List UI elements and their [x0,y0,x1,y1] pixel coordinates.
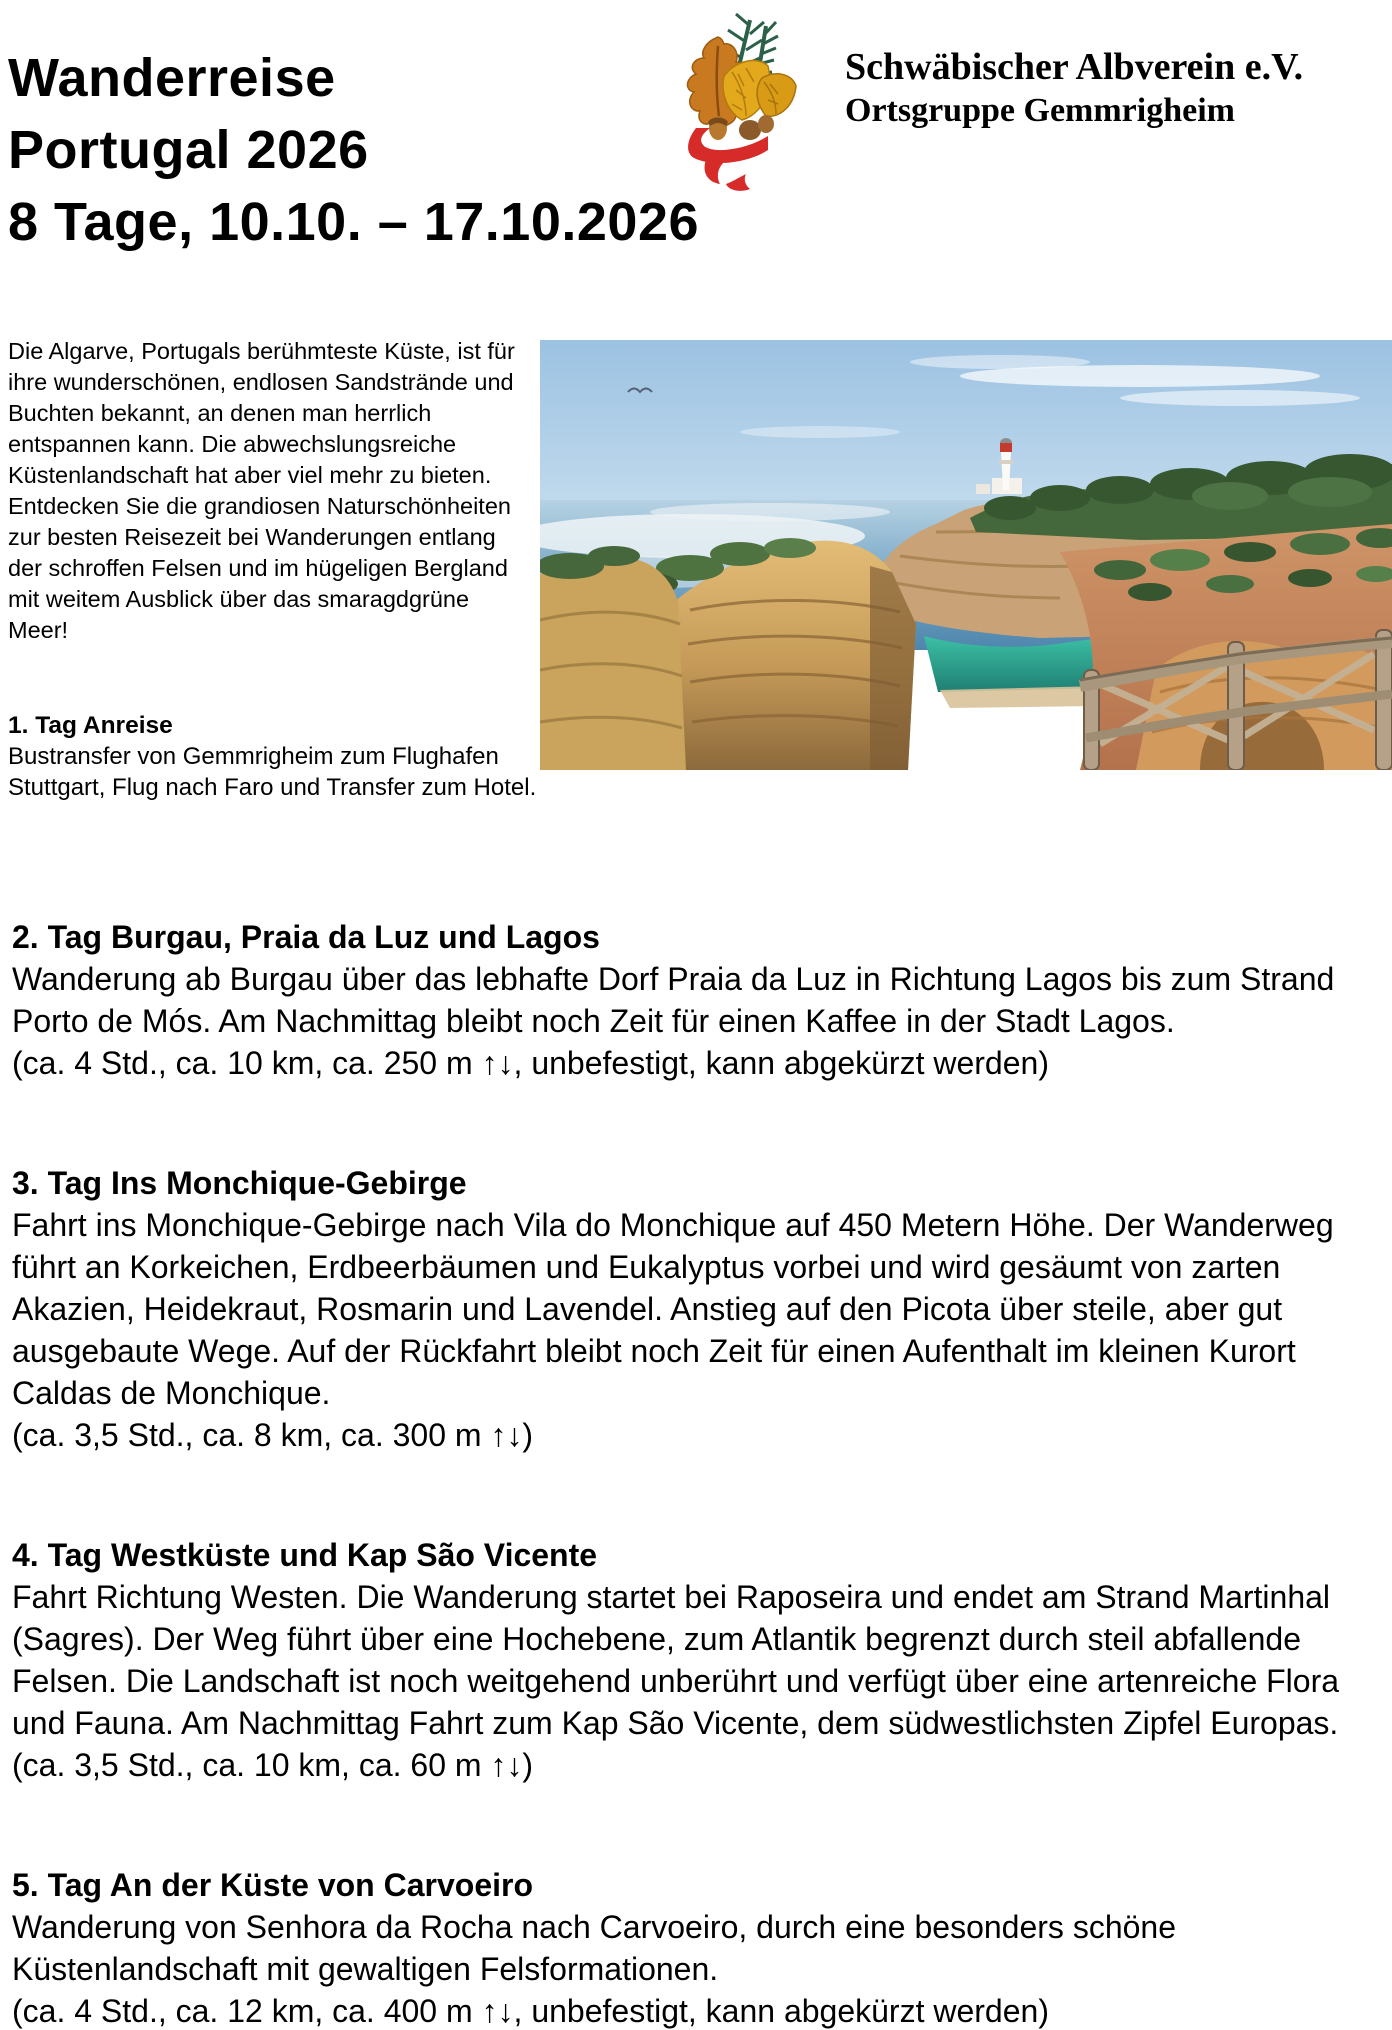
page-title-line-3: 8 Tage, 10.10. – 17.10.2026 [8,192,700,252]
algarve-coast-photo [540,340,1392,770]
day-4-heading: 4. Tag Westküste und Kap São Vicente [12,1537,598,1573]
itinerary-sections [12,916,1372,2030]
logo-graphic [666,12,824,194]
day-1-heading: 1. Tag Anreise [8,712,173,739]
day-5-heading: 5. Tag An der Küste von Carvoeiro [12,1867,533,1903]
org-group: Ortsgruppe Gemmrigheim [845,92,1235,129]
day-section-4 [12,1534,1372,1786]
day-5-stats: (ca. 4 Std., ca. 12 km, ca. 400 m ↑↓, unbefestigt, kann abgekürzt werden) [12,1993,1049,2029]
coast-photo-graphic [540,340,1392,770]
day-2-text: Wanderung ab Burgau über das lebhafte Dorf Praia da Luz in Richtung Lagos bis zum Strand Porto de Mós. Am Nachmittag bleibt noch Zeit für einen Kaffee in der Stadt Lagos. [12,961,1335,1039]
page-title [8,42,699,258]
day-section-3 [12,1162,1372,1456]
day-section-5 [12,1864,1372,2030]
day-section-2 [12,916,1372,1084]
beech-leaves [723,61,796,120]
day-3-text: Fahrt ins Monchique-Gebirge nach Vila do Monchique auf 450 Metern Höhe. Der Wanderweg führt an Korkeichen, Erdbeerbäumen und Eukalyptus vorbei und wird gesäumt von zarten Akazien, Heidekraut, Rosmarin und Lavendel. Anstieg auf den Picota über steile, aber gut ausgebaute Wege. Auf der Rückfahrt bleibt noch Zeit für einen Aufenthalt im kleinen Kurort Caldas de Monchique. [12,1207,1334,1411]
albverein-autumn-bouquet-logo [666,12,824,194]
day-3-heading: 3. Tag Ins Monchique-Gebirge [12,1165,467,1201]
day-2-stats: (ca. 4 Std., ca. 10 km, ca. 250 m ↑↓, unbefestigt, kann abgekürzt werden) [12,1045,1049,1081]
day-section-1 [8,710,556,803]
day-4-stats: (ca. 3,5 Std., ca. 10 km, ca. 60 m ↑↓) [12,1747,534,1783]
org-block [845,44,1303,132]
day-4-text: Fahrt Richtung Westen. Die Wanderung startet bei Raposeira und endet am Strand Martinhal (Sagres). Der Weg führt über eine Hochebene, zum Atlantik begrenzt durch steil abfallende Felsen. Die Landschaft ist noch weitgehend unberührt und verfügt über eine artenreiche Flora und Fauna. Am Nachmittag Fahrt zum Kap São Vicente, dem südwestlichsten Zipfel Europas. [12,1579,1340,1741]
day-5-text: Wanderung von Senhora da Rocha nach Carvoeiro, durch eine besonders schöne Küstenlandschaft mit gewaltigen Felsformationen. [12,1909,1176,1987]
org-name: Schwäbischer Albverein e.V. [845,46,1304,88]
day-3-stats: (ca. 3,5 Std., ca. 8 km, ca. 300 m ↑↓) [12,1417,534,1453]
page-title-line-1: Wanderreise [8,48,336,108]
page-title-line-2: Portugal 2026 [8,120,369,180]
day-1-text: Bustransfer von Gemmrigheim zum Flughafen Stuttgart, Flug nach Faro und Transfer zum Hotel. [8,743,537,801]
day-2-heading: 2. Tag Burgau, Praia da Luz und Lagos [12,919,600,955]
intro-paragraph: Die Algarve, Portugals berühmteste Küste, ist für ihre wunderschönen, endlosen Sandstrände und Buchten bekannt, an denen man herrlich entspannen kann. Die abwechslungsreiche Küstenlandschaft hat aber viel mehr zu bieten. Entdecken Sie die grandiosen Naturschönheiten zur besten Reisezeit bei Wanderungen entlang der schroffen Felsen und im hügeligen Bergland mit weitem Ausblick über das smaragdgrüne Meer! [8,338,515,643]
